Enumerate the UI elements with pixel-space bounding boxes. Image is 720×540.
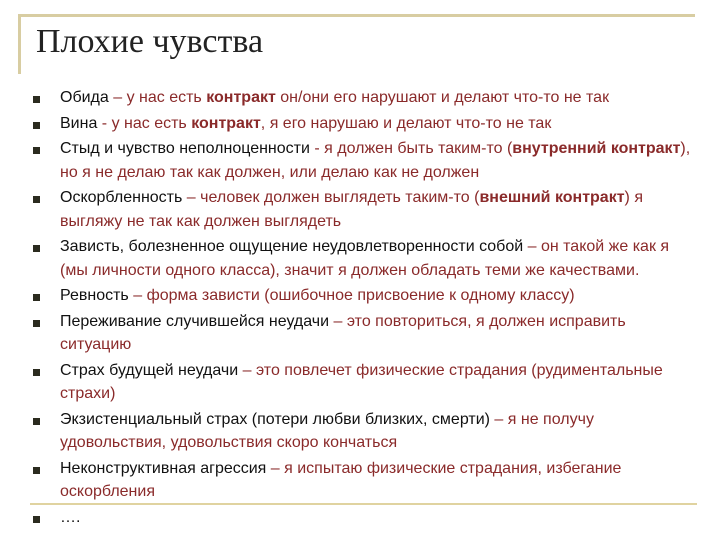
item-text <box>60 235 695 282</box>
text-segment: Стыд и чувство неполноценности <box>60 140 315 157</box>
item-text <box>60 359 695 406</box>
text-segment: Переживание случившейся неудачи <box>60 312 334 330</box>
list-item <box>30 359 695 406</box>
text-segment: Вина <box>60 114 102 132</box>
text-segment: контракт <box>191 114 261 132</box>
item-text <box>60 186 695 233</box>
text-segment: Обида <box>60 89 114 106</box>
square-bullet-icon <box>33 516 40 523</box>
square-bullet-icon <box>33 245 40 252</box>
item-text <box>60 506 695 530</box>
text-segment: – я испытаю физические страдания, избегание оскорбления <box>60 459 622 500</box>
text-segment: внешний контракт <box>479 189 625 206</box>
text-segment: контракт <box>206 89 276 106</box>
square-bullet-icon <box>33 418 40 425</box>
slide-title: Плохие чувства <box>36 23 264 60</box>
text-segment: Ревность <box>60 287 134 304</box>
decorative-line <box>30 503 697 505</box>
square-bullet-icon <box>33 196 40 203</box>
item-text <box>60 310 695 357</box>
list-item <box>30 235 695 282</box>
square-bullet-icon <box>33 369 40 376</box>
square-bullet-icon <box>33 320 40 327</box>
square-bullet-icon <box>33 147 40 154</box>
text-segment: он/они его нарушают и делают что-то не так <box>275 89 610 106</box>
item-text <box>60 137 695 184</box>
text-segment: Оскорбленность <box>60 189 187 206</box>
text-segment: Страх будущей неудачи <box>60 361 243 379</box>
item-text <box>60 284 695 308</box>
list-item <box>30 457 695 504</box>
item-text <box>60 408 695 455</box>
item-text <box>60 112 695 136</box>
text-segment: Неконструктивная агрессия <box>60 459 271 477</box>
text-segment: Экзистенциальный страх (потери любви близких, смерти) <box>60 410 495 428</box>
title-frame-left-line <box>18 14 21 74</box>
text-segment: – у нас есть <box>113 89 207 106</box>
list-item <box>30 284 695 308</box>
square-bullet-icon <box>33 294 40 301</box>
square-bullet-icon <box>33 96 40 103</box>
list-item <box>30 86 695 110</box>
text-segment: внутренний контракт <box>512 140 681 157</box>
item-text <box>60 457 695 504</box>
square-bullet-icon <box>33 122 40 129</box>
text-segment: , я его нарушаю и делают что-то не так <box>260 114 552 132</box>
text-segment: - я должен быть таким-то ( <box>314 140 513 157</box>
text-segment: ) я выгляжу не так как должен выглядеть <box>60 189 643 230</box>
list-item <box>30 506 695 530</box>
text-segment: ), но я не делаю так как должен, или делаю как не должен <box>60 140 691 181</box>
list-item <box>30 408 695 455</box>
list-item <box>30 186 695 233</box>
item-text <box>60 86 695 110</box>
text-segment: – это повлечет физические страдания (рудиментальные страхи) <box>60 361 663 402</box>
text-segment: – он такой же как я (мы личности одного класса), значит я должен обладать теми же качествами. <box>60 238 670 279</box>
square-bullet-icon <box>33 467 40 474</box>
text-segment: – я не получу удовольствия, удовольствия скоро кончаться <box>60 410 594 451</box>
text-segment: – это повториться, я должен исправить ситуацию <box>60 312 626 353</box>
list-item <box>30 310 695 357</box>
text-segment: …. <box>60 508 81 526</box>
title-frame-top-line <box>18 14 695 17</box>
text-segment: – форма зависти (ошибочное присвоение к одному классу) <box>133 287 575 304</box>
bullet-list <box>30 86 695 529</box>
list-item <box>30 112 695 136</box>
text-segment: – человек должен выглядеть таким-то ( <box>186 189 480 206</box>
list-item <box>30 137 695 184</box>
text-segment: - у нас есть <box>101 114 192 132</box>
text-segment: Зависть, болезненное ощущение неудовлетворенности собой <box>60 238 528 255</box>
